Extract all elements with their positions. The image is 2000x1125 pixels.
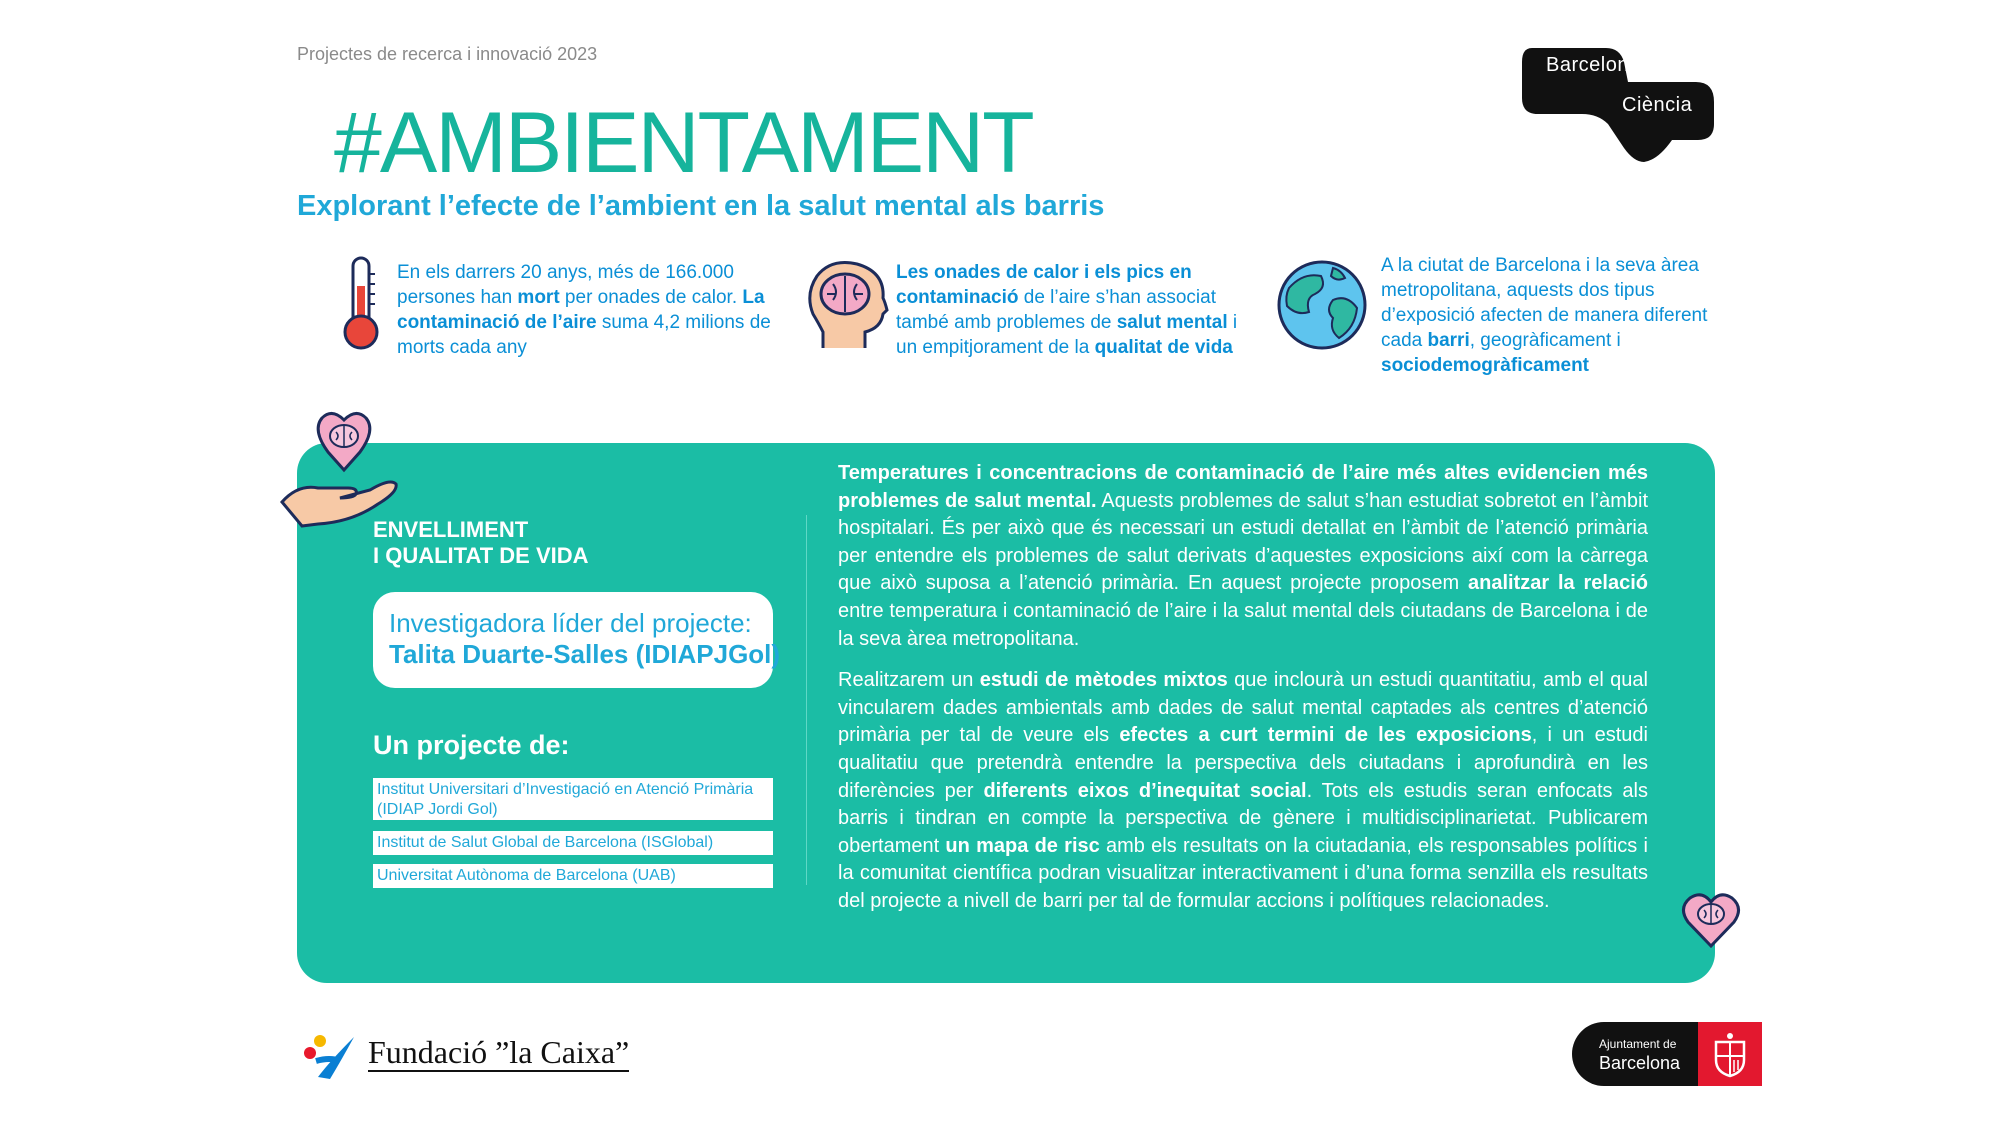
text-run: diferents eixos d’inequitat social — [983, 779, 1307, 802]
text-run: de l’aire s’han associat també amb problemes de — [896, 287, 1216, 333]
section-label-line1: ENVELLIMENT — [373, 517, 529, 542]
ajuntament-line2: Barcelona — [1599, 1053, 1681, 1073]
panel-divider — [806, 515, 807, 885]
lead-researcher-box — [373, 592, 781, 688]
text-run: qualitat de vida — [1094, 337, 1233, 358]
project-description — [838, 460, 1648, 916]
globe-icon — [1275, 258, 1369, 352]
page-title: #AMBIENTAMENT — [334, 95, 1033, 191]
barcelona-shield-icon — [1698, 1022, 1762, 1086]
text-run: sociodemogràficament — [1381, 355, 1589, 376]
institution-uab: Universitat Autònoma de Barcelona (UAB) — [373, 864, 773, 888]
text-run: analitzar la relació — [1467, 572, 1648, 595]
text-run: per onades de calor. — [559, 287, 743, 308]
section-label — [373, 517, 693, 569]
text-run: En els darrers 20 anys, més de 166.000 persones han — [397, 262, 734, 308]
text-run: i un empitjorament de la — [896, 312, 1238, 358]
text-run: mort — [517, 287, 560, 308]
text-run: estudi de mètodes mixtos — [979, 669, 1228, 692]
text-run: amb els resultats on la ciutadania, els responsables polítics i la comunitat científica podran visualitzar interactivament i d’una forma senzilla els resultats del projecte a nivell de barri per tal de formular accions i polítiques relacionades. — [838, 834, 1648, 912]
hand-heart-brain-icon — [278, 404, 400, 530]
institution-isglobal: Institut de Salut Global de Barcelona (ISGlobal) — [373, 831, 773, 855]
caixa-foundation-name: Fundació ”la Caixa” — [368, 1034, 630, 1070]
text-run: A la ciutat de Barcelona i la seva àrea metropolitana, aquests dos tipus d’exposició afecten de manera diferent cada — [1381, 255, 1708, 351]
project-of-heading: Un projecte de: — [373, 730, 570, 760]
text-run: , i un estudi qualitatiu que pretendrà entendre la perspectiva dels ciutadans i aprofundirà en les diferències per — [838, 724, 1648, 802]
text-run: efectes a curt termini de les exposicions — [1119, 724, 1532, 747]
description-paragraph-1 — [838, 460, 1648, 653]
text-run: que inclourà un estudi quantitatiu, amb el qual vincularem dades ambientals amb dades de salut mental captades als centres d’atenció primària per tal de veure els — [838, 669, 1648, 747]
section-label-line2: I QUALITAT DE VIDA — [373, 543, 589, 568]
barcelona-ciencia-line1: Barcelona — [1546, 54, 1641, 76]
text-run: Les onades de calor i els pics en contaminació — [896, 262, 1192, 308]
caixa-star-logo — [300, 1031, 360, 1081]
lead-researcher-label: Investigadora líder del projecte: — [389, 608, 752, 638]
header-caption: Projectes de recerca i innovació 2023 — [297, 44, 598, 64]
text-run: barri — [1427, 330, 1470, 351]
description-paragraph-2 — [838, 667, 1648, 915]
fact-heatwaves — [896, 260, 1261, 360]
fact-deaths — [397, 260, 777, 360]
text-run: suma 4,2 milions de morts cada any — [397, 312, 771, 358]
text-run: entre temperatura i contaminació de l’aire i la salut mental dels ciutadans de Barcelona i de la seva àrea metropolitana. — [838, 599, 1648, 650]
barcelona-ciencia-logo — [1518, 44, 1718, 164]
text-run: . Tots els estudis seran enfocats als barris i tindran en compte la perspectiva de gènere i multidisciplinarietat. Publicarem obertament — [838, 779, 1648, 857]
ajuntament-line1: Ajuntament de — [1599, 1037, 1677, 1051]
heart-brain-icon — [1680, 890, 1742, 950]
barcelona-ciencia-line2: Ciència — [1622, 94, 1693, 116]
text-run: salut mental — [1116, 312, 1228, 333]
ajuntament-logo — [1572, 1022, 1762, 1086]
institution-idiap: Institut Universitari d’Investigació en Atenció Primària (IDIAP Jordi Gol) — [373, 778, 773, 820]
page-subtitle: Explorant l’efecte de l’ambient en la salut mental als barris — [297, 190, 1105, 222]
text-run: La contaminació de l’aire — [397, 287, 765, 333]
lead-researcher-name: Talita Duarte-Salles (IDIAPJGol) — [389, 639, 781, 669]
thermometer-icon — [338, 254, 384, 354]
text-run: Aquests problemes de salut s’han estudiat sobretot en l’àmbit hospitalari. És per això que és necessari un estudi detallat en l’àmbit de l’atenció primària per entendre els problemes de salut derivats d’aquestes exposicions així com la càrrega que això suposa a l’atenció primària. En aquest projecte proposem — [838, 489, 1648, 595]
text-run: un mapa de risc — [945, 834, 1100, 857]
text-run: Temperatures i concentracions de contaminació de l’aire més altes evidencien més problemes de salut mental. — [838, 462, 1648, 512]
text-run: Realitzarem un — [838, 669, 980, 692]
head-brain-icon — [805, 258, 889, 354]
fact-barcelona — [1381, 253, 1721, 378]
text-run: , geogràficament i — [1469, 330, 1621, 351]
